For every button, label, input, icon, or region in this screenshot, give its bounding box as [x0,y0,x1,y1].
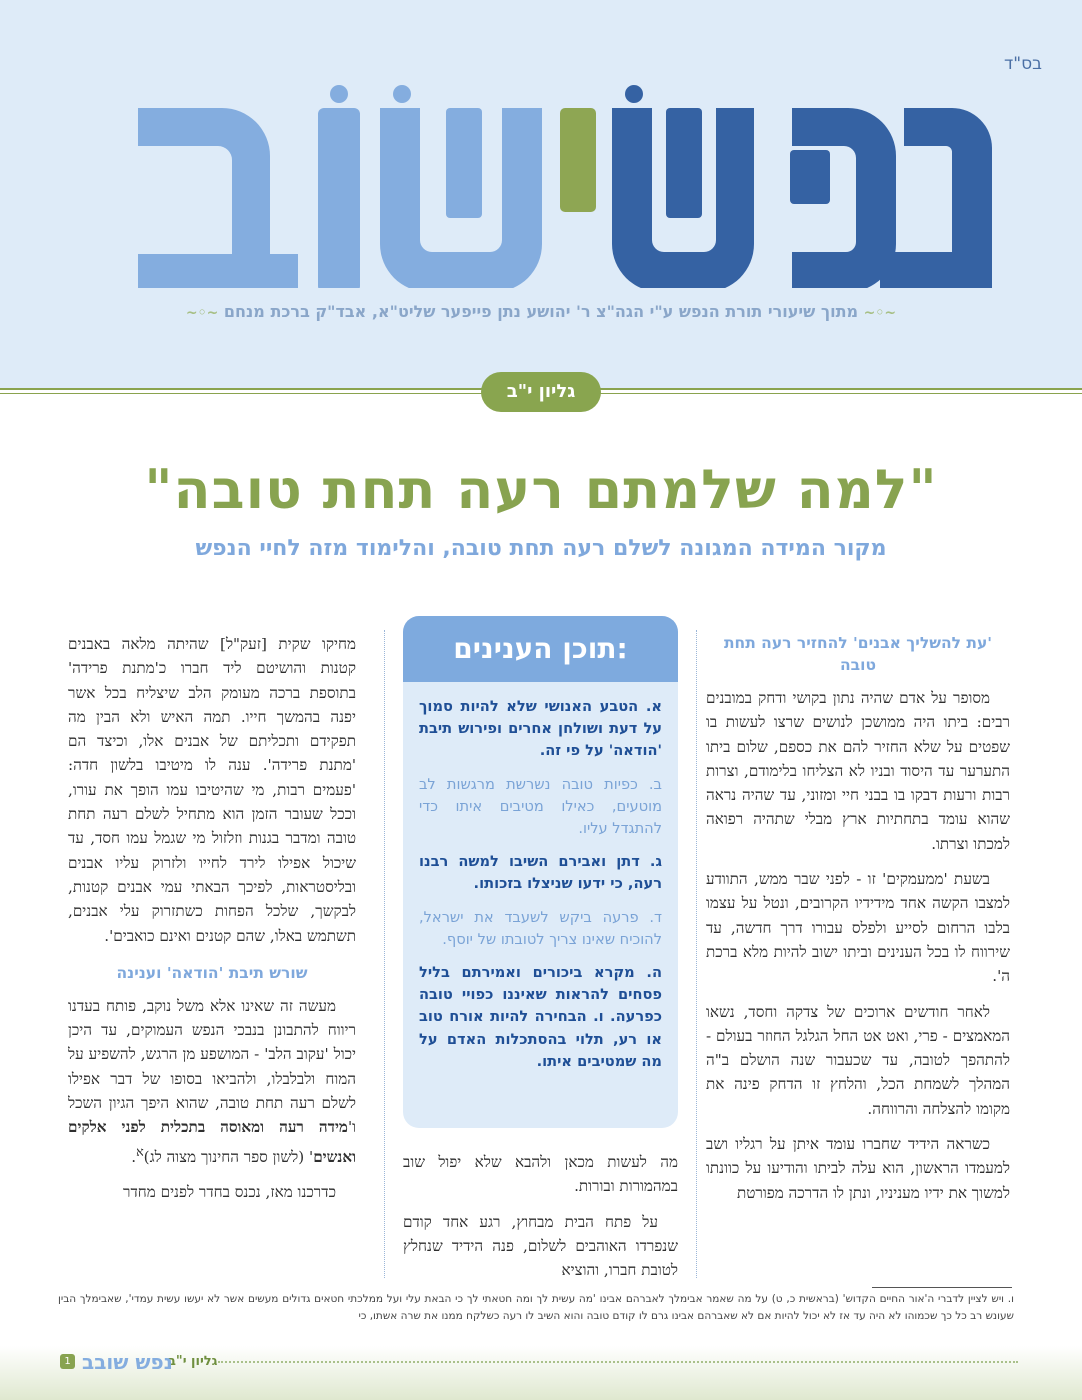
masthead-logo [0,78,1082,288]
paragraph: כשראה הידיד שחברו עומד איתן על רגליו ושב למעמדו הראשון, הוא עלה לביתו והודיעו על כוונתו למשוך את ידיו מעניניו, ונתן לו הדרכה מפורטת [706,1135,1010,1202]
paragraph: מסופר על אדם שהיה נתון בקושי ודחק במובנים רבים: ביתו היה ממושכן לנושים שרצו לעשות בו שפטים על שלא החזיר להם את כספם, שלום ביתו התערער עד היסוד ובניו לא הצליחו בלימודם, וצרות רבות ורעות דבקו בו בבני חיי ומזוני, עד שהיה נראה שהוא עומד בתחתיות ארץ מבלי שתהיה רפואה למכתו וצרתו. [706,689,1010,853]
article-headline: "למה שלמתם רעה תחת טובה" [144,458,938,521]
paragraph-text: . [131,1147,137,1166]
paragraph: מה לעשות מכאן ולהבא שלא יפול שוב במהמורות ובורות. [403,1153,678,1196]
subtitle [0,302,1082,321]
toc-item: ג. דתן ואבירם השיבו למשה רבנו רעה, כי ידעו שניצלו בזכותו. [419,853,662,893]
toc-title: תוכן הענינים: [403,616,678,682]
masthead-area [0,0,1082,388]
paragraph [68,994,356,1169]
footnote: ו. ויש לציין לדברי ה'אור החיים הקדוש' (בראשית כ, ט) על מה שאמר אבימלך לאברהם אבינו 'מה עשית לך ומה חטאתי לך כי הבאת עלי ועל ממלכתי חטאים גדולים מעשים אשר לא יעשו עשית עמדי', שאבימלך הבין שעונש רב כל כך שכמוהו לא היה עד אז לא יכול להיות אם לא שאברהם אבינו גרם לו קודם טובה והוא השיב לו רעה כשלקח ממנו את שרה אשתו, כי [58,1293,1014,1322]
toc-item: ד. פרעה ביקש לשעבד את ישראל, להוכיח שאינו צריך לטובתו של יוסף. [419,908,662,948]
page-number: 1 [60,1354,75,1369]
footnote-rule [872,1287,1012,1288]
ornament-icon: ~◦~ [863,305,897,321]
column-middle [403,1150,678,1278]
subtitle-text: מתוך שיעורי תורת הנפש ע"י הגה"צ ר' יהושע נתן פייפער שליט"א, אבד"ק ברכת מנחם [223,302,859,321]
article-subhead: מקור המידה המגונה לשלם רעה תחת טובה, והלימוד מזה לחיי הנפש [195,536,887,561]
toc-item: ה. מקרא ביכורים ואמירתם בליל פסחים להראות שאיננו כפויי טובה כפרעה. ו. הבחירה להיות אורח טוב או רע, תלוי בהסתכלות האדם על מה שמטיבים איתו. [419,964,662,1070]
bsd-mark: בס"ד [1004,54,1042,74]
table-of-contents [403,616,678,1128]
toc-item: ב. כפיות טובה נשרשת מרגשות לב מוטעים, כאילו מטיבים איתו כדי להתגדל עליו. [419,775,662,838]
paragraph-text: מעשה זה שאינו אלא משל נוקב, פותח בעדנו ריווח להתבונן בנבכי הנפש העמוקים, עד היכן יכול 'עקוב הלב' - המושפע מן הרגש, להשפיע על המוח ולבלבלו, ולהביאו בסופו של דבר אפילו לשלם רעה תחת טובה, שהוא היפך הגיון השכל ו' [68,996,356,1137]
paragraph: בשעת 'ממעמקים' זו - לפני שבר ממש, התוודע למצבו הקשה אחד מידידיו הקרובים, ונטל על עצמו בלבו הרחום לסייע ולפלס עבורו דרך חדשה, עד שירווח לו בכל הענינים וביתו ישוב להיות מלא ברכת ה'. [706,870,1010,986]
toc-item: א. הטבע האנושי שלא להיות סמוך על דעת ושולחן אחרים ופירוש תיבת 'הודאה' על פי זה. [419,698,662,760]
paragraph-text: ' (לשון ספר החינוך מצוה לג) [143,1147,314,1166]
footer-logo-text: נפש שובב [82,1350,173,1374]
issue-badge: גליון י"ב [481,372,601,412]
paragraph: מחיקו שקית [זעק"ל] שהיתה מלאה באבנים קטנות והושיטם ליד חברו כ'מתנת פרידה' בתוספת ברכה מעומק הלב שיצליח בכל אשר יפנה בהמשך חייו. תמה האיש ולא הבין מה תפקידם ותכליתם של אבנים אלו, וכיצד הם 'מתנת פרידה'. ענה לו מיטיבו בלשון חדה: 'פעמים רבות, מי שהיטיבו עמו הופך את עורו, וככל שעובר הזמן הוא מתחיל לשלם רעה תחת טובה ומדבר בגנות וזלזול מי שגמל עמו חסד, עד שיכול אפילו לירד לחייו ולזרוק עליו אבנים ובליסטראות, לפיכך הבאתי עמי אבנים קטנות, לבקשך, שלכל הפחות כשתזרוק עלי אבנים, תשתמש באלו, שהם קטנים ואינם כואבים'. [68,635,356,945]
column-divider [696,630,697,1278]
section-heading: 'עת להשליך אבנים' להחזיר רעה תחת טובה [723,634,993,674]
toc-list [403,682,678,1073]
bold-quote: מידה רעה ומאוסה בתכלית לפני אלקים ואנשים [68,1118,356,1166]
paragraph: על פתח הבית מבחוץ, רגע אחד קודם שנפרדו האוהבים לשלום, פנה הידיד שנחלץ לטובת חברו, והוציא [403,1212,678,1278]
ornament-icon: ~◦~ [185,305,219,321]
column-divider [384,630,385,1278]
paragraph: לאחר חודשים ארוכים של צדקה וחסד, נשאו המאמצים - פרי, ואט אט החל הגלגל החוזר בעולם - להתהפך לטובה, עד שכעבור שנה הושלם ב"ה המהלך לשמחת הכל, והלחץ זו הדחק פינה את מקומו להצלחה והרווחה. [706,1002,1010,1118]
footnote-mark: א [136,1143,144,1159]
column-left [68,632,356,1278]
footer-logo [82,1350,173,1374]
footer-issue: גליון י"ב [168,1354,218,1369]
section-heading: שורש תיבת 'הודאה' וענינה [116,963,308,982]
column-right [706,632,1010,1278]
footer-dots [218,1361,1018,1363]
paragraph: כדרכנו מאז, נכנס בחדר לפנים מחדר [123,1183,336,1201]
